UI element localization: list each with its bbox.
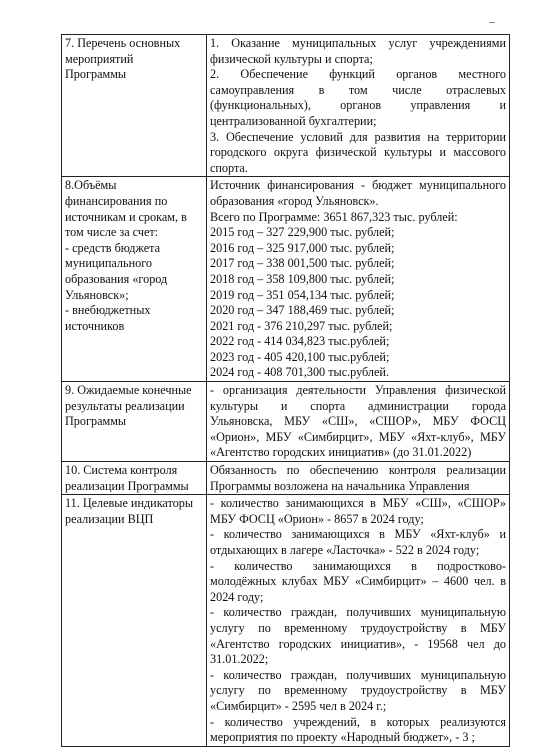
content-line: - организация деятельности Управления физической [210,383,506,398]
row-label-line: результаты реализации [65,398,185,413]
content-paragraph [210,383,506,461]
table-row [62,495,510,747]
content-line: Обязанность по обеспечению контроля реализации [210,463,506,478]
content-line: «Агентство городских инициатив» (до 31.01.2022) [210,445,472,460]
content-paragraph [210,225,506,241]
content-paragraph [210,463,506,494]
content-line: 2018 год – 358 109,800 тыс. рублей; [210,271,395,286]
content-line: 2024 году; [210,589,264,604]
row-content-cell [207,35,510,177]
row-label-line: источников [65,318,125,333]
row-label-line: источникам и срокам, в [65,209,187,224]
row-label-line: мероприятий [65,51,134,66]
content-line: «Агентство городских инициатив», - 19568 чел до [210,636,506,651]
content-line: (функциональных), органов управления и [210,98,506,113]
content-line: 2015 год – 327 229,900 тыс. рублей; [210,225,395,240]
content-line: спорта. [210,160,248,175]
content-line: 2023 год - 405 420,100 тыс.рублей; [210,349,390,364]
table-row [62,35,510,177]
row-label-line: 9. Ожидаемые конечные [65,383,192,398]
content-paragraph [210,365,506,381]
content-paragraph [210,715,506,746]
row-label-line: Программы [65,67,127,82]
content-paragraph [210,334,506,350]
content-line: 2022 год - 414 034,823 тыс.рублей; [210,334,390,349]
row-label-line: 10. Система контроля [65,463,178,478]
content-paragraph [210,527,506,558]
content-line: мероприятия по проекту «Народный бюджет», - 3 ; [210,730,475,745]
content-line: Источник финансирования - бюджет муниципального [210,178,506,193]
content-line: городского округа физической культуры и массового [210,145,506,160]
row-label-cell [62,35,207,177]
content-line: культуры и спорта администрации города [210,398,506,413]
content-line: - количество граждан, получивших муниципальную [210,605,506,620]
content-line: - количество занимающихся в МБУ «СШ», «СШОР» [210,496,506,511]
row-label-line: Программы [65,414,127,429]
row-label-line: - внебюджетных [65,303,151,318]
content-line: «Орион», МБУ «Симбирцит», МБУ «Яхт-клуб», МБУ [210,429,506,444]
content-line: 2019 год – 351 054,134 тыс. рублей; [210,287,395,302]
content-line: 31.01.2022; [210,652,269,667]
content-paragraph [210,241,506,257]
program-passport-table [61,34,510,747]
content-line: молодёжных клубах МБУ «Симбирцит» – 4600 чел. в [210,574,506,589]
table-row [62,177,510,382]
content-line: образования «город Ульяновск». [210,193,379,208]
table-row [62,462,510,495]
row-label-cell [62,462,207,495]
row-label-line: 8.Объёмы [65,178,117,193]
content-line: Всего по Программе: 3651 867,323 тыс. рублей: [210,209,458,224]
content-line: - количество занимающихся в подростково- [210,558,506,573]
content-line: - количество учреждений, в которых реализуются [210,714,506,729]
content-paragraph [210,178,506,209]
content-paragraph [210,272,506,288]
row-label-line: 11. Целевые индикаторы [65,496,194,511]
row-content-cell [207,177,510,382]
content-line: Программы возложена на начальника Управления [210,478,470,493]
content-paragraph [210,36,506,67]
content-paragraph [210,559,506,606]
content-line: централизованной бухгалтерии; [210,113,377,128]
row-label-line: Ульяновск»; [65,287,129,302]
row-content-cell [207,462,510,495]
content-paragraph [210,319,506,335]
row-label-cell [62,177,207,382]
content-line: услугу по временному трудоустройству в МБУ [210,683,506,698]
content-line: - количество занимающихся в МБУ «Яхт-клуб» и [210,527,506,542]
content-line: МБУ ФОСЦ «Орион» - 8657 в 2024 году; [210,511,424,526]
scan-mark [489,22,495,23]
row-label-cell [62,495,207,747]
row-label-line: муниципального [65,256,152,271]
content-paragraph [210,496,506,527]
content-line: - количество граждан, получивших муниципальную [210,667,506,682]
row-label-line: финансирования по [65,193,168,208]
row-label-line: - средств бюджета [65,240,161,255]
content-line: 2024 год - 408 701,300 тыс.рублей. [210,365,389,380]
table-row [62,382,510,462]
row-label-line: реализации ВЦП [65,511,154,526]
content-paragraph [210,303,506,319]
row-label-cell [62,382,207,462]
row-label-line: реализации Программы [65,478,189,493]
row-content-cell [207,495,510,747]
content-line: 2. Обеспечение функций органов местного [210,67,506,82]
content-line: самоуправления в том числе отраслевых [210,82,506,97]
row-label-line: образования «город [65,271,168,286]
content-paragraph [210,256,506,272]
content-line: 3. Обеспечение условий для развития на территории [210,129,506,144]
row-label-line: том числе за счет: [65,225,159,240]
content-line: 2021 год - 376 210,297 тыс. рублей; [210,318,393,333]
row-label-line: 7. Перечень основных [65,36,181,50]
content-paragraph [210,67,506,129]
content-paragraph [210,605,506,667]
content-line: «Симбирцит» - 2595 чел в 2024 г.; [210,698,387,713]
content-line: 2016 год – 325 917,000 тыс. рублей; [210,240,395,255]
content-paragraph [210,668,506,715]
content-line: 2020 год – 347 188,469 тыс. рублей; [210,303,395,318]
content-line: 2017 год – 338 001,500 тыс. рублей; [210,256,395,271]
row-content-cell [207,382,510,462]
content-line: отдыхающих в лагере «Ласточка» - 522 в 2024 году; [210,543,480,557]
content-paragraph [210,350,506,366]
content-line: Ульяновска, МБУ «СШ», «СШОР», МБУ ФОСЦ [210,414,506,429]
content-paragraph [210,288,506,304]
content-line: услугу по временному трудоустройству в МБУ [210,620,506,635]
content-line: 1. Оказание муниципальных услуг учреждениями [210,36,506,50]
content-paragraph [210,130,506,177]
content-line: физической культуры и спорта; [210,51,373,66]
content-paragraph [210,210,506,226]
